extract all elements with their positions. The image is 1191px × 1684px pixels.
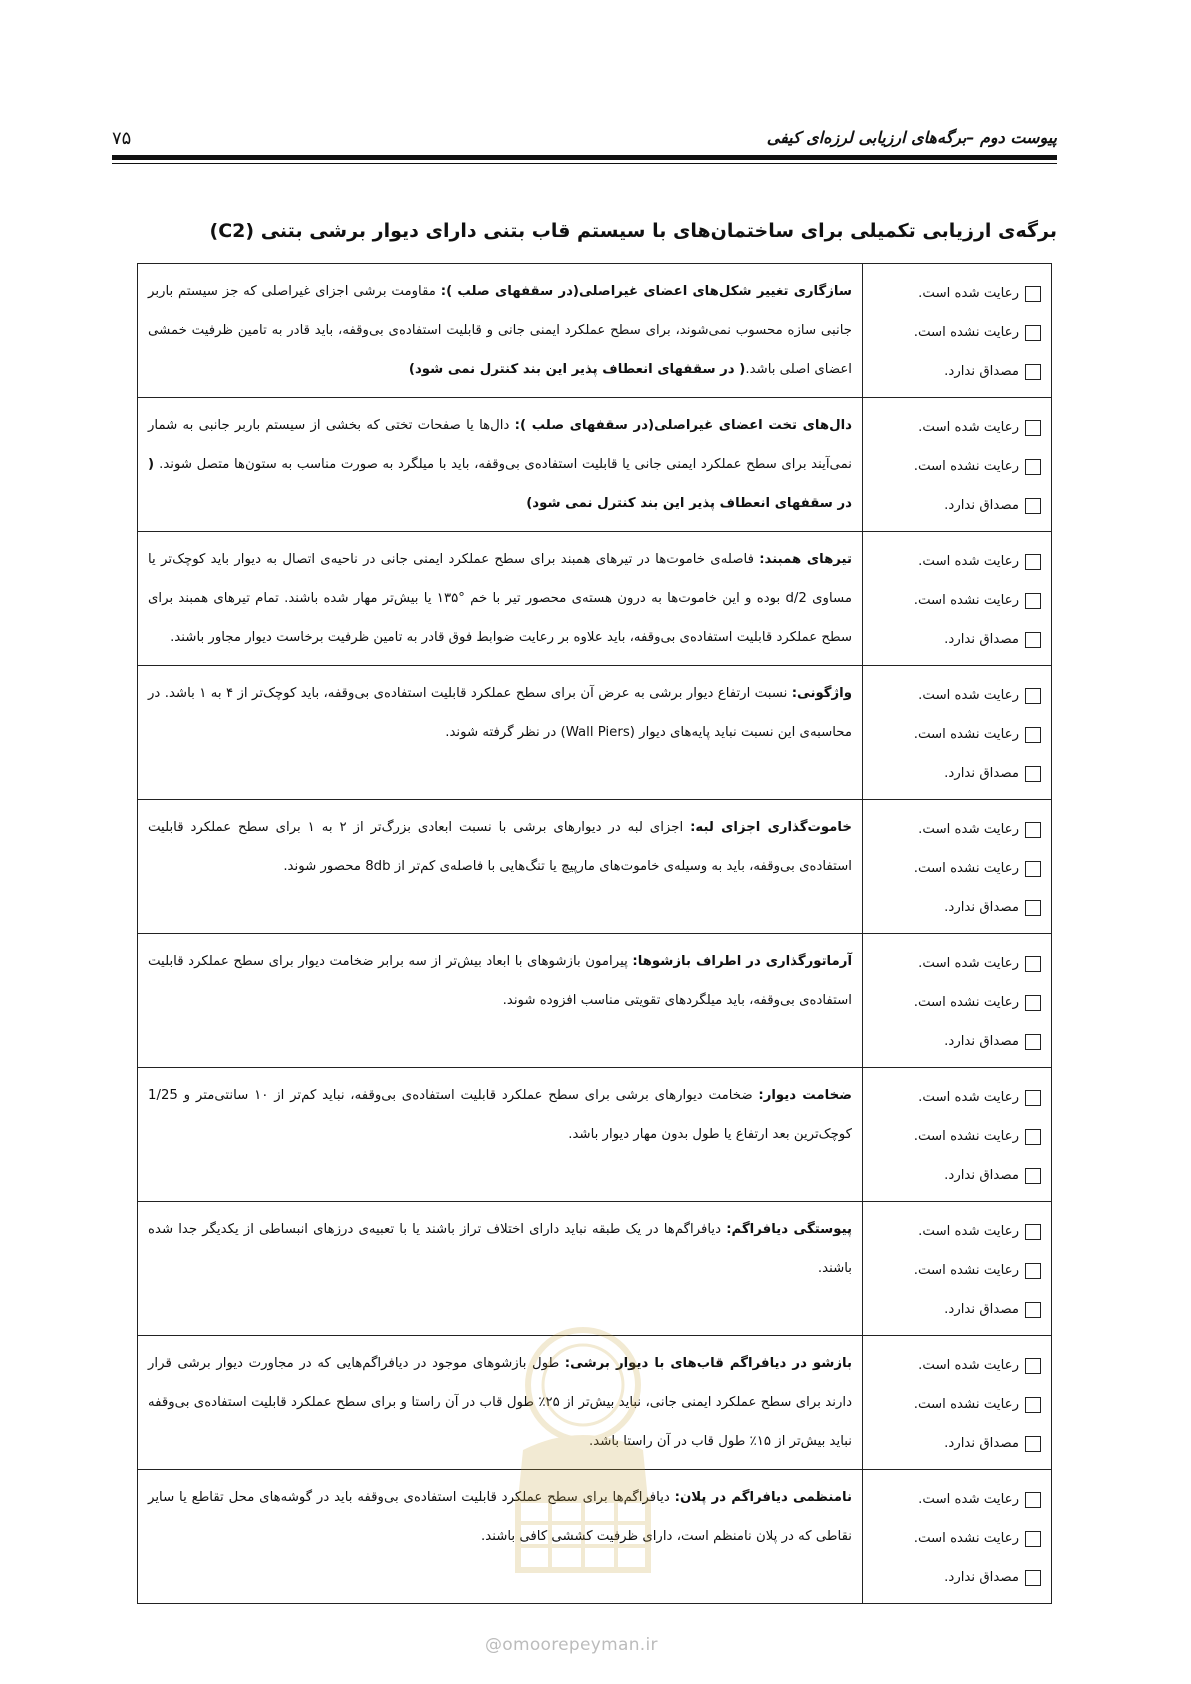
option-item[interactable] <box>871 754 1041 793</box>
item-heading: بازشو در دیافراگم قاب‌های با دیوار برشی: <box>564 1356 852 1371</box>
checkbox-icon[interactable] <box>1025 1129 1041 1145</box>
option-label: رعایت نشده است. <box>913 593 1019 608</box>
description-cell <box>138 1068 863 1202</box>
checklist-row <box>138 264 1052 398</box>
checkbox-icon[interactable] <box>1025 822 1041 838</box>
option-label: رعایت شده است. <box>918 1492 1019 1507</box>
option-label: مصداق ندارد. <box>944 766 1019 781</box>
item-heading: خاموت‌گذاری اجزای لبه: <box>690 820 852 835</box>
option-label: رعایت نشده است. <box>913 325 1019 340</box>
checkbox-icon[interactable] <box>1025 1492 1041 1508</box>
header-rule-thick <box>112 155 1057 160</box>
checkbox-icon[interactable] <box>1025 1090 1041 1106</box>
options-cell <box>863 934 1052 1068</box>
option-label: رعایت شده است. <box>918 420 1019 435</box>
checkbox-icon[interactable] <box>1025 554 1041 570</box>
item-heading: دال‌های تخت اعضای غیراصلی(در سقفهای صلب ): <box>514 418 852 433</box>
checkbox-icon[interactable] <box>1025 632 1041 648</box>
option-item[interactable] <box>871 676 1041 715</box>
option-item[interactable] <box>871 408 1041 447</box>
checklist-row <box>138 1202 1052 1336</box>
option-item[interactable] <box>871 1078 1041 1117</box>
checklist-row <box>138 934 1052 1068</box>
checkbox-icon[interactable] <box>1025 1570 1041 1586</box>
option-item[interactable] <box>871 944 1041 983</box>
option-label: رعایت نشده است. <box>913 861 1019 876</box>
page-header <box>112 128 1057 150</box>
item-heading: پیوستگی دیافراگم: <box>726 1222 853 1237</box>
description-cell <box>138 1202 863 1336</box>
checkbox-icon[interactable] <box>1025 995 1041 1011</box>
description-cell <box>138 666 863 800</box>
description-cell <box>138 532 863 666</box>
option-item[interactable] <box>871 1022 1041 1061</box>
option-item[interactable] <box>871 810 1041 849</box>
options-cell <box>863 800 1052 934</box>
item-text: دیافراگم‌ها در یک طبقه نباید دارای اختلاف تراز باشند یا با تعبیه‌ی درزهای انبساطی از یکدیگر جدا شده باشند. <box>148 1222 852 1276</box>
watermark-url: @omoorepeyman.ir <box>485 1635 658 1655</box>
checkbox-icon[interactable] <box>1025 900 1041 916</box>
description-cell <box>138 800 863 934</box>
options-cell <box>863 1202 1052 1336</box>
option-item[interactable] <box>871 542 1041 581</box>
checkbox-icon[interactable] <box>1025 498 1041 514</box>
option-item[interactable] <box>871 620 1041 659</box>
checkbox-icon[interactable] <box>1025 1168 1041 1184</box>
checklist-row <box>138 532 1052 666</box>
item-text: مقاومت برشی اجزای غیراصلی که جز سیستم باربر جانبی سازه محسوب نمی‌شوند، برای سطح عملکرد ایمنی جانی و قابلیت استفاده‌ی بی‌وقفه، باید قادر به تامین ظرفیت خمشی اعضای اصلی باشد. <box>148 284 852 377</box>
option-item[interactable] <box>871 1519 1041 1558</box>
options-cell <box>863 666 1052 800</box>
form-title: برگه‌ی ارزیابی تکمیلی برای ساختمان‌های با سیستم قاب بتنی دارای دیوار برشی بتنی (C2) <box>209 220 1057 242</box>
checkbox-icon[interactable] <box>1025 459 1041 475</box>
seal-watermark <box>488 1320 678 1580</box>
description-cell <box>138 264 863 398</box>
option-label: رعایت شده است. <box>918 1090 1019 1105</box>
option-label: رعایت شده است. <box>918 688 1019 703</box>
description-cell <box>138 398 863 532</box>
checkbox-icon[interactable] <box>1025 688 1041 704</box>
option-label: مصداق ندارد. <box>944 1436 1019 1451</box>
item-heading: سازگاری تغییر شکل‌های اعضای غیراصلی(در سقفهای صلب ): <box>440 284 852 299</box>
checklist-row <box>138 666 1052 800</box>
checkbox-icon[interactable] <box>1025 593 1041 609</box>
checkbox-icon[interactable] <box>1025 861 1041 877</box>
checklist-row <box>138 800 1052 934</box>
running-title: پیوست دوم –برگه‌های ارزیابی لرزه‌ای کیفی <box>766 128 1057 147</box>
checklist-row <box>138 398 1052 532</box>
option-item[interactable] <box>871 849 1041 888</box>
option-item[interactable] <box>871 715 1041 754</box>
item-heading: نامنظمی دیافراگم در پلان: <box>674 1490 852 1505</box>
option-label: رعایت نشده است. <box>913 1531 1019 1546</box>
option-item[interactable] <box>871 313 1041 352</box>
options-cell <box>863 1068 1052 1202</box>
option-label: رعایت شده است. <box>918 554 1019 569</box>
checkbox-icon[interactable] <box>1025 286 1041 302</box>
option-label: مصداق ندارد. <box>944 1034 1019 1049</box>
option-item[interactable] <box>871 1385 1041 1424</box>
option-item[interactable] <box>871 888 1041 927</box>
option-label: رعایت نشده است. <box>913 995 1019 1010</box>
option-label: مصداق ندارد. <box>944 632 1019 647</box>
option-label: رعایت شده است. <box>918 286 1019 301</box>
item-heading: ضخامت دیوار: <box>758 1088 853 1103</box>
options-cell <box>863 532 1052 666</box>
option-label: مصداق ندارد. <box>944 1570 1019 1585</box>
option-item[interactable] <box>871 1290 1041 1329</box>
option-label: مصداق ندارد. <box>944 1168 1019 1183</box>
item-heading: آرماتورگذاری در اطراف بازشوها: <box>632 954 852 969</box>
checkbox-icon[interactable] <box>1025 1531 1041 1547</box>
option-label: مصداق ندارد. <box>944 498 1019 513</box>
item-text: دیافراگم‌ها برای سطح عملکرد قابلیت استفاده‌ی بی‌وقفه باید در گوشه‌های محل تقاطع یا سایر نقاطی که در پلان نامنظم است، دارای ظرفیت کششی کافی باشند. <box>148 1490 852 1544</box>
options-cell <box>863 264 1052 398</box>
checkbox-icon[interactable] <box>1025 727 1041 743</box>
options-cell <box>863 1470 1052 1604</box>
item-text: دال‌ها یا صفحات تختی که بخشی از سیستم باربر جانبی به شمار نمی‌آیند برای سطح عملکرد ایمنی جانی یا قابلیت استفاده‌ی بی‌وقفه، باید با میلگرد به صورت مناسب به ستون‌ها متصل شوند. <box>148 418 852 472</box>
option-item[interactable] <box>871 1558 1041 1597</box>
checkbox-icon[interactable] <box>1025 1034 1041 1050</box>
option-label: مصداق ندارد. <box>944 900 1019 915</box>
option-label: رعایت نشده است. <box>913 1129 1019 1144</box>
options-cell <box>863 398 1052 532</box>
option-label: رعایت نشده است. <box>913 1397 1019 1412</box>
option-item[interactable] <box>871 1480 1041 1519</box>
option-item[interactable] <box>871 274 1041 313</box>
option-item[interactable] <box>871 1424 1041 1463</box>
checklist-row <box>138 1068 1052 1202</box>
description-cell <box>138 934 863 1068</box>
item-text: فاصله‌ی خاموت‌ها در تیرهای همبند برای سطح عملکرد ایمنی جانی در ناحیه‌ی اتصال به دیوار باید کوچک‌تر یا مساوی d/2 بوده و این خاموت‌ها به درون هسته‌ی محصور تیر با خم °۱۳۵ یا بیش‌تر مهار شده باشند. تمام تیرهای همبند برای سطح عملکرد قابلیت استفاده‌ی بی‌وقفه، باید علاوه بر رعایت ضوابط فوق قادر به تامین ظرفیت برخاست دیوار مجاور باشند. <box>148 552 852 645</box>
checkbox-icon[interactable] <box>1025 1397 1041 1413</box>
option-item[interactable] <box>871 581 1041 620</box>
option-label: رعایت شده است. <box>918 956 1019 971</box>
option-item[interactable] <box>871 1346 1041 1385</box>
item-text: اجزای لبه در دیوارهای برشی با نسبت ابعادی بزرگ‌تر از ۲ به ۱ برای سطح عملکرد قابلیت استفاده‌ی بی‌وقفه، باید به وسیله‌ی خاموت‌های مارپیچ یا تنگ‌هایی با فاصله‌ی کم‌تر از 8db محصور شوند. <box>148 820 852 874</box>
header-rule-thin <box>112 163 1057 164</box>
option-item[interactable] <box>871 1117 1041 1156</box>
option-label: رعایت نشده است. <box>913 1263 1019 1278</box>
option-label: رعایت نشده است. <box>913 459 1019 474</box>
option-item[interactable] <box>871 983 1041 1022</box>
option-label: مصداق ندارد. <box>944 364 1019 379</box>
option-item[interactable] <box>871 352 1041 391</box>
option-label: رعایت شده است. <box>918 1224 1019 1239</box>
checkbox-icon[interactable] <box>1025 325 1041 341</box>
checkbox-icon[interactable] <box>1025 1358 1041 1374</box>
options-cell <box>863 1336 1052 1470</box>
checkbox-icon[interactable] <box>1025 420 1041 436</box>
option-item[interactable] <box>871 1212 1041 1251</box>
item-text: ضخامت دیوارهای برشی برای سطح عملکرد قابلیت استفاده‌ی بی‌وقفه، نباید کم‌تر از ۱۰ سانتی‌متر و 1/25 کوچک‌ترین بعد ارتفاع یا طول بدون مهار دیوار باشد. <box>148 1088 852 1142</box>
checkbox-icon[interactable] <box>1025 956 1041 972</box>
checkbox-icon[interactable] <box>1025 1302 1041 1318</box>
page-number: ۷۵ <box>112 128 132 149</box>
item-text: پیرامون بازشوهای با ابعاد بیش‌تر از سه برابر ضخامت دیوار برای سطح عملکرد قابلیت استفاده‌ی بی‌وقفه، باید میلگردهای تقویتی مناسب افزوده شوند. <box>148 954 852 1008</box>
option-item[interactable] <box>871 1156 1041 1195</box>
option-label: رعایت شده است. <box>918 1358 1019 1373</box>
checkbox-icon[interactable] <box>1025 766 1041 782</box>
item-text: نسبت ارتفاع دیوار برشی به عرض آن برای سطح عملکرد قابلیت استفاده‌ی بی‌وقفه، باید کوچک‌تر از ۴ به ۱ باشد. در محاسبه‌ی این نسبت نباید پایه‌های دیوار (Wall Piers) در نظر گرفته شوند. <box>148 686 852 740</box>
checkbox-icon[interactable] <box>1025 1224 1041 1240</box>
checkbox-icon[interactable] <box>1025 1436 1041 1452</box>
item-heading: واژگونی: <box>791 686 852 701</box>
option-item[interactable] <box>871 447 1041 486</box>
option-label: رعایت نشده است. <box>913 727 1019 742</box>
item-heading: تیرهای همبند: <box>759 552 852 567</box>
item-note: ( در سقفهای انعطاف پذیر این بند کنترل نمی شود) <box>408 362 746 377</box>
option-item[interactable] <box>871 486 1041 525</box>
checkbox-icon[interactable] <box>1025 364 1041 380</box>
option-label: رعایت شده است. <box>918 822 1019 837</box>
checkbox-icon[interactable] <box>1025 1263 1041 1279</box>
option-label: مصداق ندارد. <box>944 1302 1019 1317</box>
item-note: ( در سقفهای انعطاف پذیر این بند کنترل نمی شود) <box>148 457 852 511</box>
option-item[interactable] <box>871 1251 1041 1290</box>
item-text: طول بازشوهای موجود در دیافراگم‌هایی که در مجاورت دیوار برشی قرار دارند برای سطح عملکرد ایمنی جانی، نباید بیش‌تر از ۲۵٪ طول قاب در آن راستا و برای سطح عملکرد قابلیت استفاده‌ی بی‌وقفه نباید بیش‌تر از ۱۵٪ طول قاب در آن راستا باشد. <box>148 1356 852 1449</box>
